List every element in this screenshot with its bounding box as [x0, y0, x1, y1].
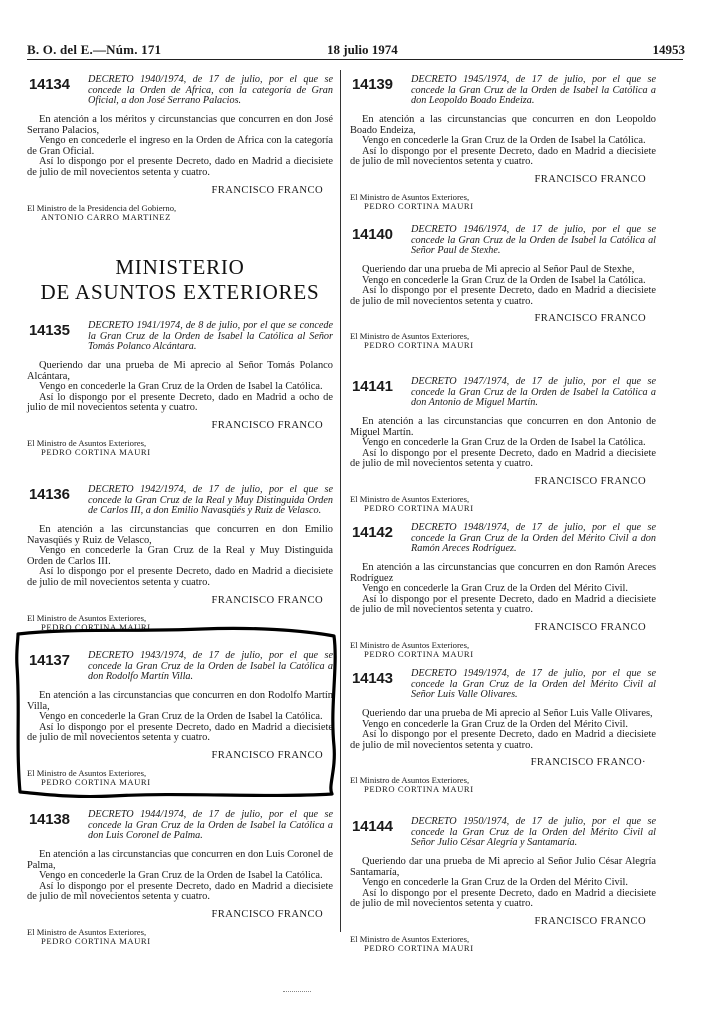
decree-paragraph: Así lo dispongo por el presente Decreto, dado en Madrid a ocho de julio de mil novecientos setenta y cuatro.	[27, 391, 333, 414]
publication-label: B. O. del E.—Núm. 171	[27, 42, 162, 57]
decree-14143	[350, 669, 656, 794]
signature: FRANCISCO FRANCO	[534, 915, 646, 927]
decree-body	[27, 525, 333, 589]
ministry-heading	[27, 255, 333, 305]
signature: FRANCISCO FRANCO	[534, 313, 646, 325]
decree-14141	[350, 377, 656, 513]
decree-number: 14136	[29, 486, 70, 503]
minister-block	[350, 935, 656, 953]
decree-paragraph: Vengo en concederle la Gran Cruz de la Orden de Isabel la Católica.	[362, 135, 646, 147]
decree-number: 14140	[352, 226, 393, 243]
minister-title: El Ministro de la Presidencia del Gobierno,	[27, 202, 177, 213]
minister-name: PEDRO CORTINA MAURI	[364, 784, 474, 795]
decree-paragraph: Vengo en concederle la Gran Cruz de la Orden del Mérito Civil.	[362, 877, 629, 889]
decree-paragraph: Así lo dispongo por el presente Decreto, dado en Madrid a diecisiete de julio de mil novecientos setenta y cuatro.	[350, 285, 656, 307]
decree-number: 14135	[29, 322, 70, 339]
decree-14140	[350, 225, 656, 350]
minister-block	[350, 776, 656, 794]
minister-name: PEDRO CORTINA MAURI	[41, 446, 151, 457]
decree-paragraph: Vengo en concederle la Gran Cruz de la Real y Muy Distinguida Orden de Carlos III.	[27, 545, 333, 567]
minister-block	[27, 614, 333, 632]
decree-paragraph: En atención a los méritos y circunstancias que concurren en don José Serrano Palacios,	[27, 114, 333, 136]
decree-summary: DECRETO 1943/1974, de 17 de julio, por el que se concede la Gran Cruz de la Orden de Isabel la Católica a don Rodolfo Martín Villa.	[88, 650, 333, 683]
decree-paragraph: Queriendo dar una prueba de Mi aprecio al Señor Julio César Alegría Santamaría,	[350, 856, 656, 878]
decree-paragraph: En atención a las circunstancias que concurren en don Emilio Navasqüés y Ruiz de Velasco,	[27, 524, 333, 546]
decree-paragraph: Así lo dispongo por el presente Decreto, dado en Madrid a diecisiete de julio de mil novecientos setenta y cuatro.	[27, 156, 333, 178]
decree-14144	[350, 817, 656, 953]
ministry-heading-line1: MINISTERIO	[115, 255, 245, 279]
decree-summary: DECRETO 1945/1974, de 17 de julio, por el que se concede la Gran Cruz de la Orden de Isabel la Católica a don Leopoldo Boado Endeiza.	[411, 74, 656, 107]
decree-body	[350, 857, 656, 910]
decree-paragraph: Así lo dispongo por el presente Decreto, dado en Madrid a diecisiete de julio de mil novecientos setenta y cuatro.	[27, 566, 333, 588]
decree-body	[27, 850, 333, 903]
decree-body	[350, 265, 656, 307]
header-divider	[27, 59, 683, 60]
decree-summary: DECRETO 1948/1974, de 17 de julio, por el que se concede la Gran Cruz de la Orden del Mérito Civil a don Ramón Areces Rodríguez.	[411, 522, 656, 555]
signature: FRANCISCO FRANCO	[534, 621, 646, 633]
minister-block	[350, 332, 656, 350]
minister-name: PEDRO CORTINA MAURI	[41, 621, 151, 632]
decree-14134	[27, 75, 333, 222]
signature: FRANCISCO FRANCO	[534, 173, 646, 185]
decree-paragraph: Queriendo dar una prueba de Mi aprecio al Señor Paul de Stexhe,	[362, 264, 635, 275]
decree-summary: DECRETO 1942/1974, de 17 de julio, por el que se concede la Gran Cruz de la Real y Muy Distinguida Orden de Carlos III, a don Emilio Navasqüés y Ruiz de Velasco.	[88, 484, 333, 517]
minister-block	[27, 204, 333, 222]
decree-body	[350, 417, 656, 470]
decree-paragraph: Queriendo dar una prueba de Mi aprecio al Señor Tomás Polanco Alcántara,	[27, 360, 333, 382]
signature: FRANCISCO FRANCO	[211, 184, 323, 196]
minister-block	[27, 439, 333, 457]
decree-paragraph: Así lo dispongo por el presente Decreto, dado en Madrid a diecisiete de julio de mil novecientos setenta y cuatro.	[350, 593, 656, 616]
minister-title: El Ministro de Asuntos Exteriores,	[350, 639, 470, 650]
minister-title: El Ministro de Asuntos Exteriores,	[27, 767, 147, 778]
decree-paragraph: Así lo dispongo por el presente Decreto, dado en Madrid a diecisiete de julio de mil novecientos setenta y cuatro.	[27, 721, 333, 744]
decree-paragraph: Vengo en concederle la Gran Cruz de la Orden de Isabel la Católica.	[39, 711, 323, 723]
decree-body	[350, 709, 656, 751]
minister-name: PEDRO CORTINA MAURI	[41, 776, 151, 787]
decree-14142	[350, 523, 656, 659]
issue-date: 18 julio 1974	[327, 42, 398, 57]
minister-title: El Ministro de Asuntos Exteriores,	[350, 191, 470, 202]
decree-number: 14143	[352, 670, 393, 687]
decree-number: 14139	[352, 76, 393, 93]
decree-paragraph: En atención a las circunstancias que concurren en don Ramón Areces Rodríguez	[350, 562, 656, 584]
decree-14139	[350, 75, 656, 211]
decree-summary: DECRETO 1940/1974, de 17 de julio, por el que se concede la Orden de Africa, con la categoría de Gran Oficial, a don José Serrano Palacios.	[88, 74, 333, 107]
decree-paragraph: En atención a las circunstancias que concurren en don Leopoldo Boado Endeiza,	[350, 114, 656, 136]
signature: FRANCISCO FRANCO·	[530, 757, 646, 769]
minister-name: PEDRO CORTINA MAURI	[364, 648, 474, 659]
decree-paragraph: Vengo en concederle la Gran Cruz de la Orden de Isabel la Católica.	[39, 381, 323, 393]
decree-body	[350, 115, 656, 168]
page-number: 14953	[652, 42, 685, 57]
minister-block	[27, 769, 333, 787]
decree-paragraph: Así lo dispongo por el presente Decreto, dado en Madrid a diecisiete de julio de mil novecientos setenta y cuatro.	[350, 145, 656, 168]
decree-paragraph: Así lo dispongo por el presente Decreto, dado en Madrid a diecisiete de julio de mil novecientos setenta y cuatro.	[27, 880, 333, 903]
decree-summary: DECRETO 1949/1974, de 17 de julio, por el que se concede la Gran Cruz de la Orden del Mérito Civil al Señor Luis Valle Olivares.	[411, 668, 656, 701]
page-header	[27, 42, 683, 58]
signature: FRANCISCO FRANCO	[534, 475, 646, 487]
minister-title: El Ministro de Asuntos Exteriores,	[350, 933, 470, 944]
minister-title: El Ministro de Asuntos Exteriores,	[350, 493, 470, 504]
minister-title: El Ministro de Asuntos Exteriores,	[350, 331, 470, 342]
decree-number: 14137	[29, 652, 70, 669]
decree-summary: DECRETO 1946/1974, de 17 de julio, por el que se concede la Gran Cruz de la Orden de Isabel la Católica al Señor Paul de Stexhe.	[411, 224, 656, 257]
decree-number: 14141	[352, 378, 393, 395]
decree-paragraph: Vengo en concederle la Gran Cruz de la Orden de Isabel la Católica.	[362, 274, 646, 286]
decree-number: 14144	[352, 818, 393, 835]
decree-summary: DECRETO 1947/1974, de 17 de julio, por el que se concede la Gran Cruz de la Orden de Isabel la Católica a don Antonio de Miguel Martín.	[411, 376, 656, 409]
decree-14138	[27, 810, 333, 946]
column-divider	[340, 70, 341, 932]
decree-14135	[27, 321, 333, 457]
signature: FRANCISCO FRANCO	[211, 908, 323, 920]
decree-summary: DECRETO 1950/1974, de 17 de julio, por el que se concede la Gran Cruz de la Orden del Mérito Civil al Señor Julio César Alegría y Santamaría.	[411, 816, 656, 849]
minister-title: El Ministro de Asuntos Exteriores,	[27, 437, 147, 448]
decree-paragraph: Queriendo dar una prueba de Mi aprecio al Señor Luis Valle Olivares,	[362, 708, 653, 719]
minister-name: PEDRO CORTINA MAURI	[364, 200, 474, 211]
decree-paragraph: Vengo en concederle la Gran Cruz de la Orden del Mérito Civil.	[362, 718, 629, 730]
minister-name: PEDRO CORTINA MAURI	[364, 340, 474, 351]
minister-title: El Ministro de Asuntos Exteriores,	[27, 612, 147, 623]
ministry-heading-line2: DE ASUNTOS EXTERIORES	[40, 280, 320, 304]
minister-name: PEDRO CORTINA MAURI	[364, 942, 474, 953]
minister-name: ANTONIO CARRO MARTINEZ	[41, 211, 171, 222]
decree-paragraph: En atención a las circunstancias que concurren en don Antonio de Miguel Martín.	[350, 416, 656, 438]
decree-14137	[27, 651, 333, 787]
minister-block	[350, 641, 656, 659]
signature: FRANCISCO FRANCO	[211, 749, 323, 761]
decree-number: 14138	[29, 811, 70, 828]
decree-summary: DECRETO 1941/1974, de 8 de julio, por el que se concede la Gran Cruz de la Orden de Isabel la Católica al Señor Tomás Polanco Alcántara.	[88, 320, 333, 353]
decree-paragraph: En atención a las circunstancias que concurren en don Rodolfo Martín Villa,	[27, 690, 333, 712]
decree-paragraph: Vengo en concederle la Gran Cruz de la Orden de Isabel la Católica.	[39, 870, 323, 882]
decree-body	[27, 115, 333, 179]
minister-block	[350, 495, 656, 513]
decree-number: 14142	[352, 524, 393, 541]
decree-paragraph: Vengo en concederle el ingreso en la Orden de Africa con la categoría de Gran Oficial.	[27, 135, 333, 157]
decree-paragraph: Vengo en concederle la Gran Cruz de la Orden de Isabel la Católica.	[362, 437, 646, 449]
minister-name: PEDRO CORTINA MAURI	[364, 502, 474, 513]
minister-title: El Ministro de Asuntos Exteriores,	[27, 926, 147, 937]
decree-paragraph: Así lo dispongo por el presente Decreto, dado en Madrid a diecisiete de julio de mil novecientos setenta y cuatro.	[350, 447, 656, 470]
decree-body	[350, 563, 656, 616]
decree-paragraph: Así lo dispongo por el presente Decreto, dado en Madrid a diecisiete de julio de mil novecientos setenta y cuatro.	[350, 729, 656, 751]
decree-paragraph: En atención a las circunstancias que concurren en don Luis Coronel de Palma,	[27, 849, 334, 871]
decree-number: 14134	[29, 76, 70, 93]
signature: FRANCISCO FRANCO	[211, 594, 323, 606]
page-end-mark	[283, 991, 311, 992]
decree-14136	[27, 485, 333, 632]
decree-summary: DECRETO 1944/1974, de 17 de julio, por el que se concede la Gran Cruz de la Orden de Isabel la Católica a don Luis Coronel de Palma.	[88, 809, 333, 842]
decree-body	[27, 691, 333, 744]
minister-block	[27, 928, 333, 946]
decree-body	[27, 361, 333, 414]
decree-paragraph: Así lo dispongo por el presente Decreto, dado en Madrid a diecisiete de julio de mil novecientos setenta y cuatro.	[350, 887, 656, 910]
minister-title: El Ministro de Asuntos Exteriores,	[350, 775, 470, 786]
minister-name: PEDRO CORTINA MAURI	[41, 935, 151, 946]
decree-paragraph: Vengo en concederle la Gran Cruz de la Orden del Mérito Civil.	[362, 583, 629, 595]
minister-block	[350, 193, 656, 211]
signature: FRANCISCO FRANCO	[211, 419, 323, 431]
